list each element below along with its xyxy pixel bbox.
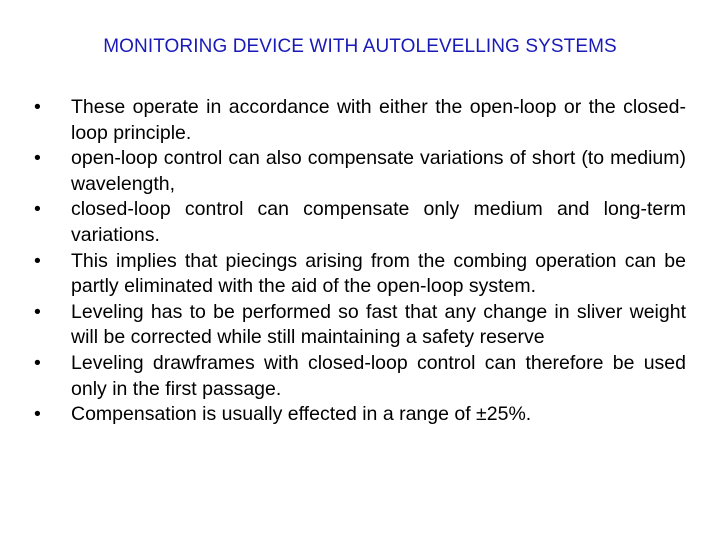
list-item xyxy=(34,146,686,197)
bullet-text: closed-loop control can compensate only medium and long-term variations. xyxy=(71,198,686,246)
bullet-list xyxy=(34,95,686,428)
bullet-text: Leveling has to be performed so fast that any change in sliver weight will be corrected while still maintaining a safety reserve xyxy=(71,300,686,349)
bullet-icon: • xyxy=(34,403,41,426)
bullet-text: open-loop control can also compensate variations of short (to medium) wavelength, xyxy=(71,147,686,195)
bullet-icon: • xyxy=(34,147,41,170)
bullet-text: Leveling drawframes with closed-loop control can therefore be used only in the first passage. xyxy=(71,351,686,400)
list-item xyxy=(34,351,686,402)
slide-title: MONITORING DEVICE WITH AUTOLEVELLING SYSTEMS xyxy=(103,36,617,57)
list-item xyxy=(34,300,686,351)
bullet-icon: • xyxy=(34,198,41,221)
bullet-text: Compensation is usually effected in a range of ±25%. xyxy=(71,403,532,426)
list-item xyxy=(34,402,686,428)
list-item xyxy=(34,197,686,248)
list-item xyxy=(34,249,686,300)
bullet-icon: • xyxy=(34,300,41,323)
bullet-text: These operate in accordance with either the open-loop or the closed-loop principle. xyxy=(71,96,686,144)
bullet-icon: • xyxy=(34,351,41,374)
list-item xyxy=(34,95,686,146)
bullet-icon: • xyxy=(34,249,41,272)
bullet-icon: • xyxy=(34,96,41,118)
bullet-text: This implies that piecings arising from the combing operation can be partly eliminated with the aid of the open-loop system. xyxy=(71,249,686,298)
